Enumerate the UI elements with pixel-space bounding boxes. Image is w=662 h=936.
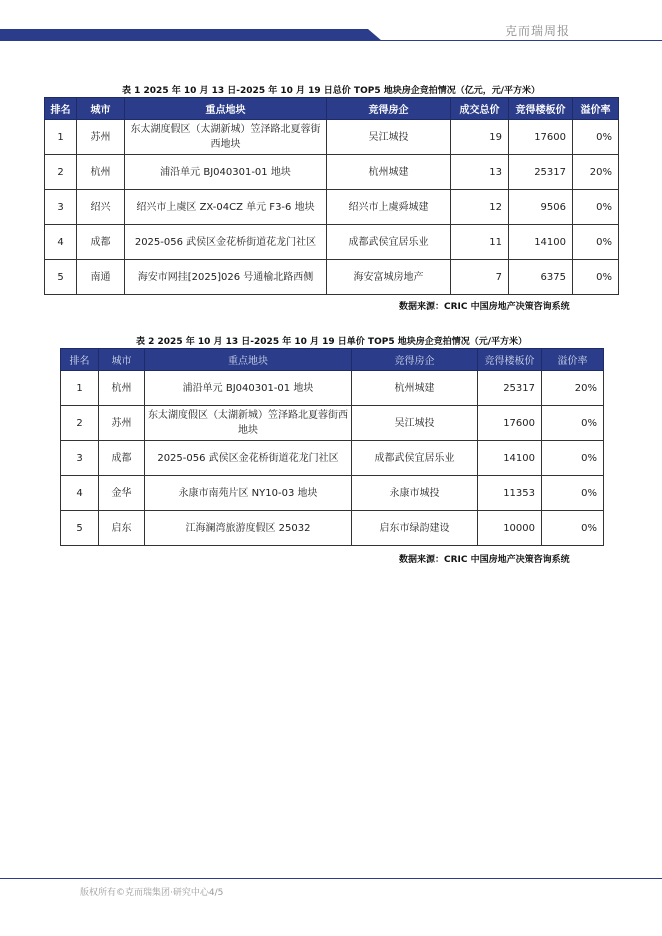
developer-cell: 吴江城投 <box>352 406 478 441</box>
floor-price-cell: 17600 <box>478 406 542 441</box>
premium-rate-cell: 0% <box>573 120 619 155</box>
city-cell: 绍兴 <box>77 190 125 225</box>
city-cell: 苏州 <box>77 120 125 155</box>
city-cell: 杭州 <box>77 155 125 190</box>
table1-source: 数据来源：CRIC 中国房地产决策咨询系统 <box>399 302 570 312</box>
developer-cell: 绍兴市上虞舜城建 <box>327 190 451 225</box>
premium-rate-cell: 0% <box>542 476 604 511</box>
table-row <box>61 441 604 476</box>
premium-rate-cell: 0% <box>573 225 619 260</box>
premium-rate-cell: 20% <box>542 371 604 406</box>
plot-cell: 浦沿单元 BJ040301-01 地块 <box>145 371 352 406</box>
column-header: 城市 <box>99 349 145 371</box>
rank-cell: 2 <box>45 155 77 190</box>
report-title: 克而瑞周报 <box>504 24 570 38</box>
city-cell: 成都 <box>99 441 145 476</box>
rank-cell: 4 <box>61 476 99 511</box>
table1-caption: 表 1 2025 年 10 月 13 日-2025 年 10 月 19 日总价 TOP5 地块房企竞拍情况（亿元，元/平方米） <box>122 86 540 96</box>
column-header: 竞得楼板价 <box>509 98 573 120</box>
table-row <box>45 120 619 155</box>
city-cell: 成都 <box>77 225 125 260</box>
table-row <box>61 476 604 511</box>
floor-price-cell: 10000 <box>478 511 542 546</box>
developer-cell: 杭州城建 <box>327 155 451 190</box>
column-header: 重点地块 <box>125 98 327 120</box>
table2-source: 数据来源：CRIC 中国房地产决策咨询系统 <box>399 555 570 565</box>
developer-cell: 启东市绿韵建设 <box>352 511 478 546</box>
rank-cell: 1 <box>61 371 99 406</box>
column-header: 排名 <box>45 98 77 120</box>
total-price-cell: 19 <box>451 120 509 155</box>
column-header: 竞得楼板价 <box>478 349 542 371</box>
floor-price-cell: 17600 <box>509 120 573 155</box>
plot-cell: 2025-056 武侯区金花桥街道花龙门社区 <box>145 441 352 476</box>
floor-price-cell: 25317 <box>478 371 542 406</box>
premium-rate-cell: 0% <box>542 406 604 441</box>
total-price-cell: 11 <box>451 225 509 260</box>
floor-price-cell: 11353 <box>478 476 542 511</box>
table-row <box>45 190 619 225</box>
premium-rate-cell: 0% <box>542 511 604 546</box>
developer-cell: 成都武侯宜居乐业 <box>327 225 451 260</box>
plot-cell: 永康市南苑片区 NY10-03 地块 <box>145 476 352 511</box>
table2 <box>60 348 604 546</box>
rank-cell: 5 <box>45 260 77 295</box>
column-header: 重点地块 <box>145 349 352 371</box>
premium-rate-cell: 0% <box>573 260 619 295</box>
column-header: 溢价率 <box>573 98 619 120</box>
column-header: 成交总价 <box>451 98 509 120</box>
developer-cell: 海安富城房地产 <box>327 260 451 295</box>
total-price-cell: 13 <box>451 155 509 190</box>
premium-rate-cell: 20% <box>573 155 619 190</box>
rank-cell: 4 <box>45 225 77 260</box>
total-price-cell: 12 <box>451 190 509 225</box>
floor-price-cell: 14100 <box>509 225 573 260</box>
plot-cell: 东太湖度假区（太湖新城）笠泽路北夏蓉街西地块 <box>125 120 327 155</box>
plot-cell: 东太湖度假区（太湖新城）笠泽路北夏蓉街西地块 <box>145 406 352 441</box>
floor-price-cell: 14100 <box>478 441 542 476</box>
city-cell: 南通 <box>77 260 125 295</box>
total-price-cell: 7 <box>451 260 509 295</box>
table-row <box>61 511 604 546</box>
table-row <box>61 406 604 441</box>
rank-cell: 3 <box>45 190 77 225</box>
column-header: 竞得房企 <box>327 98 451 120</box>
table-row <box>61 371 604 406</box>
table2-caption: 表 2 2025 年 10 月 13 日-2025 年 10 月 19 日单价 TOP5 地块房企竞拍情况（元/平方米） <box>136 337 527 347</box>
city-cell: 金华 <box>99 476 145 511</box>
footer-divider <box>0 878 662 879</box>
table2-header-row <box>61 349 604 371</box>
rank-cell: 5 <box>61 511 99 546</box>
rank-cell: 1 <box>45 120 77 155</box>
column-header: 城市 <box>77 98 125 120</box>
rank-cell: 2 <box>61 406 99 441</box>
column-header: 排名 <box>61 349 99 371</box>
developer-cell: 杭州城建 <box>352 371 478 406</box>
table1-header-row <box>45 98 619 120</box>
table1 <box>44 97 619 295</box>
developer-cell: 永康市城投 <box>352 476 478 511</box>
rank-cell: 3 <box>61 441 99 476</box>
plot-cell: 海安市网挂[2025]026 号通榆北路西侧 <box>125 260 327 295</box>
premium-rate-cell: 0% <box>573 190 619 225</box>
plot-cell: 江海澜湾旅游度假区 25032 <box>145 511 352 546</box>
city-cell: 启东 <box>99 511 145 546</box>
city-cell: 苏州 <box>99 406 145 441</box>
developer-cell: 成都武侯宜居乐业 <box>352 441 478 476</box>
premium-rate-cell: 0% <box>542 441 604 476</box>
plot-cell: 2025-056 武侯区金花桥街道花龙门社区 <box>125 225 327 260</box>
city-cell: 杭州 <box>99 371 145 406</box>
floor-price-cell: 25317 <box>509 155 573 190</box>
column-header: 溢价率 <box>542 349 604 371</box>
footer-copyright: 版权所有©克而瑞集团·研究中心4/5 <box>80 888 224 898</box>
floor-price-cell: 9506 <box>509 190 573 225</box>
table-row <box>45 225 619 260</box>
developer-cell: 吴江城投 <box>327 120 451 155</box>
floor-price-cell: 6375 <box>509 260 573 295</box>
plot-cell: 浦沿单元 BJ040301-01 地块 <box>125 155 327 190</box>
column-header: 竞得房企 <box>352 349 478 371</box>
table-row <box>45 155 619 190</box>
table-row <box>45 260 619 295</box>
plot-cell: 绍兴市上虞区 ZX-04CZ 单元 F3-6 地块 <box>125 190 327 225</box>
